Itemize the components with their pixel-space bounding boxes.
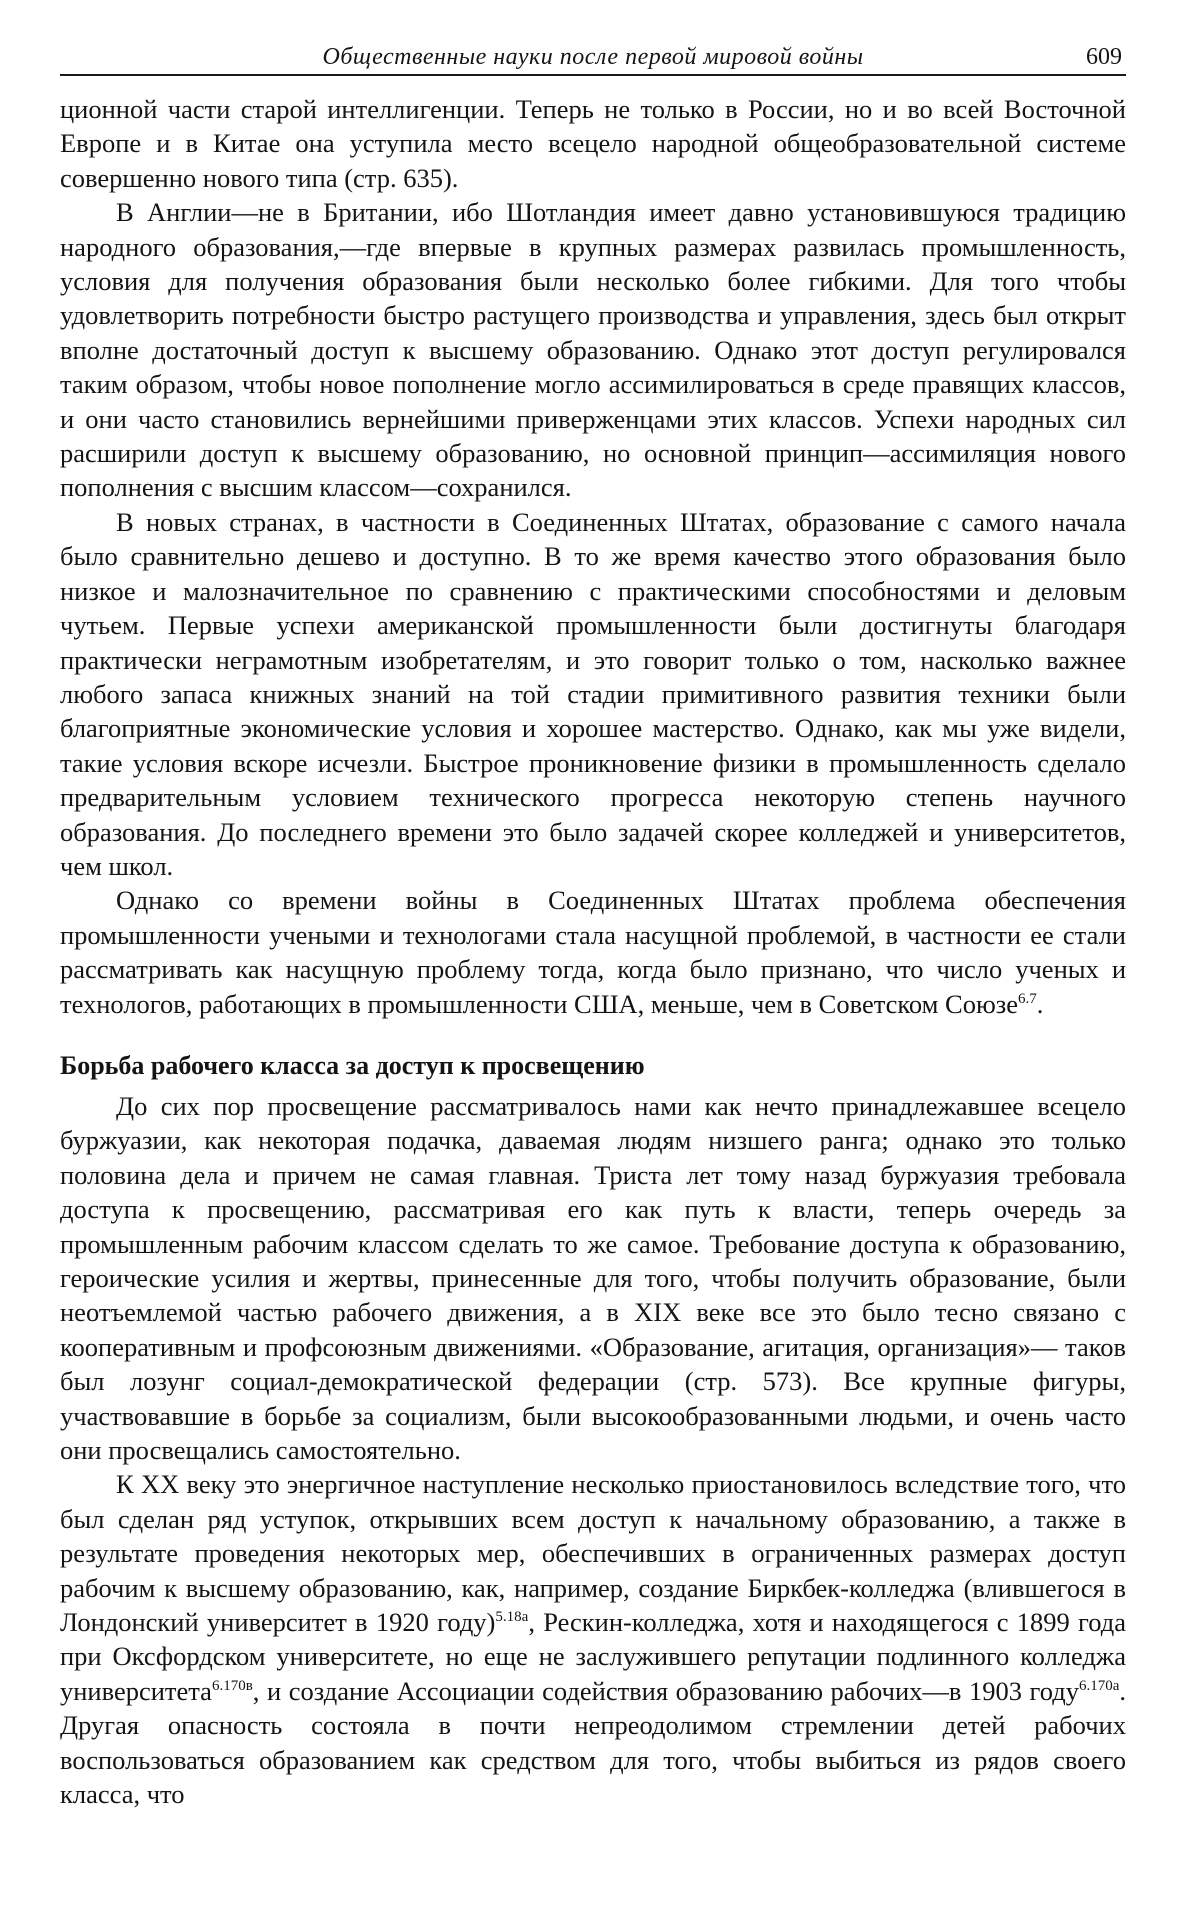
footnote-ref: 6.170а <box>1078 1678 1120 1695</box>
footnote-ref: 5.18а <box>495 1609 529 1626</box>
paragraph-text: К XX веку это энергичное наступление несколько приостановилось вследствие того, что был сделан ряд уступок, открывших всем доступ к начальному образованию, а также в результате проведения некоторых мер, обеспечивших в ограниченных размерах доступ рабочим к высшему образованию, как, например, создание Биркбек-колледжа (влившегося в Лондонский университет в 1920 году) <box>60 1469 1126 1638</box>
paragraph-workers-struggle: До сих пор просвещение рассматривалось нами как нечто принадлежавшее всецело буржуазии, как некоторая подачка, даваемая людям низшего ранга; однако это только половина дела и причем не самая главная. Триста лет тому назад буржуазия требовала доступа к просвещению, рассматривая его как путь к власти, теперь очередь за промышленным рабочим классом сделать то же самое. Требование доступа к образованию, героические усилия и жертвы, принесенные для того, чтобы получить образование, были неотъемлемой частью рабочего движения, а в XIX веке все это было тесно связано с кооперативным и профсоюзным движениями. «Образование, агитация, организация»— таков был лозунг социал-демократической федерации (стр. 573). Все крупные фигуры, участвовавшие в борьбе за социализм, были высокообразованными людьми, и очень часто они просвещались самостоятельно. <box>60 1090 1126 1466</box>
section-heading: Борьба рабочего класса за доступ к просвещению <box>60 1050 645 1080</box>
footnote-ref: 6.7 <box>1018 990 1037 1007</box>
running-title: Общественные науки после первой мировой войны <box>322 44 864 70</box>
page-body <box>60 92 1126 1812</box>
paragraph-text: . Другая опасность состояла в почти непреодолимом стремлении детей рабочих воспользоваться образованием как средством для того, чтобы выбиться из рядов своего класса, что <box>60 1675 1126 1810</box>
paragraph-usa-war <box>60 883 1126 1021</box>
running-header <box>60 40 1126 76</box>
book-page <box>60 40 1126 1812</box>
paragraph-text: Однако со времени войны в Соединенных Штатах проблема обеспечения промышленности учеными и технологами стала насущной проблемой, в частности ее стали рассматривать как насущную проблему тогда, когда было признано, что число ученых и технологов, работающих в промышленности США, меньше, чем в Советском Союзе <box>60 885 1126 1019</box>
paragraph-twentieth-century <box>60 1467 1126 1811</box>
page-number: 609 <box>1086 44 1122 70</box>
paragraph-england: В Англии—не в Британии, ибо Шотландия имеет давно установившуюся традицию народного образования,—где впервые в крупных размерах развилась промышленность, условия для получения образования были несколько более гибкими. Для того чтобы удовлетворить потребности быстро растущего производства и управления, здесь был открыт вполне достаточный доступ к высшему образованию. Однако этот доступ регулировался таким образом, чтобы новое пополнение могло ассимилироваться в среде правящих классов, и они часто становились вернейшими приверженцами этих классов. Успехи народных сил расширили доступ к высшему образованию, но основной принцип—ассимиляция нового пополнения с высшим классом—сохранился. <box>60 197 1126 503</box>
paragraph-text: , и создание Ассоциации содействия образованию рабочих—в 1903 году <box>252 1675 1079 1706</box>
paragraph-new-countries: В новых странах, в частности в Соединенных Штатах, образование с самого начала было сравнительно дешево и доступно. В то же время качество этого образования было низкое и малозначительное по сравнению с практическими способностями и деловым чутьем. Первые успехи американской промышленности были достигнуты благодаря практически неграмотным изобретателям, и это говорит только о том, насколько важнее любого запаса книжных знаний на той стадии примитивного развития техники были благоприятные экономические условия и хорошее мастерство. Однако, как мы уже видели, такие условия вскоре исчезли. Быстрое проникновение физики в промышленность сделало предварительным условием технического прогресса некоторую степень научного образования. До последнего времени это было задачей скорее колледжей и университетов, чем школ. <box>60 506 1126 881</box>
paragraph-continuation: ционной части старой интеллигенции. Теперь не только в России, но и во всей Восточной Европе и в Китае она уступила место всецело народной общеобразовательной системе совершенно нового типа (стр. 635). <box>60 94 1126 193</box>
paragraph-end: . <box>1036 988 1044 1019</box>
paragraph-text: , Рескин-колледжа, хотя и находящегося с 1899 года при Оксфордском университете, но еще не заслужившего репутации подлинного колледжа университета <box>60 1607 1126 1706</box>
footnote-ref: 6.170в <box>211 1678 253 1695</box>
